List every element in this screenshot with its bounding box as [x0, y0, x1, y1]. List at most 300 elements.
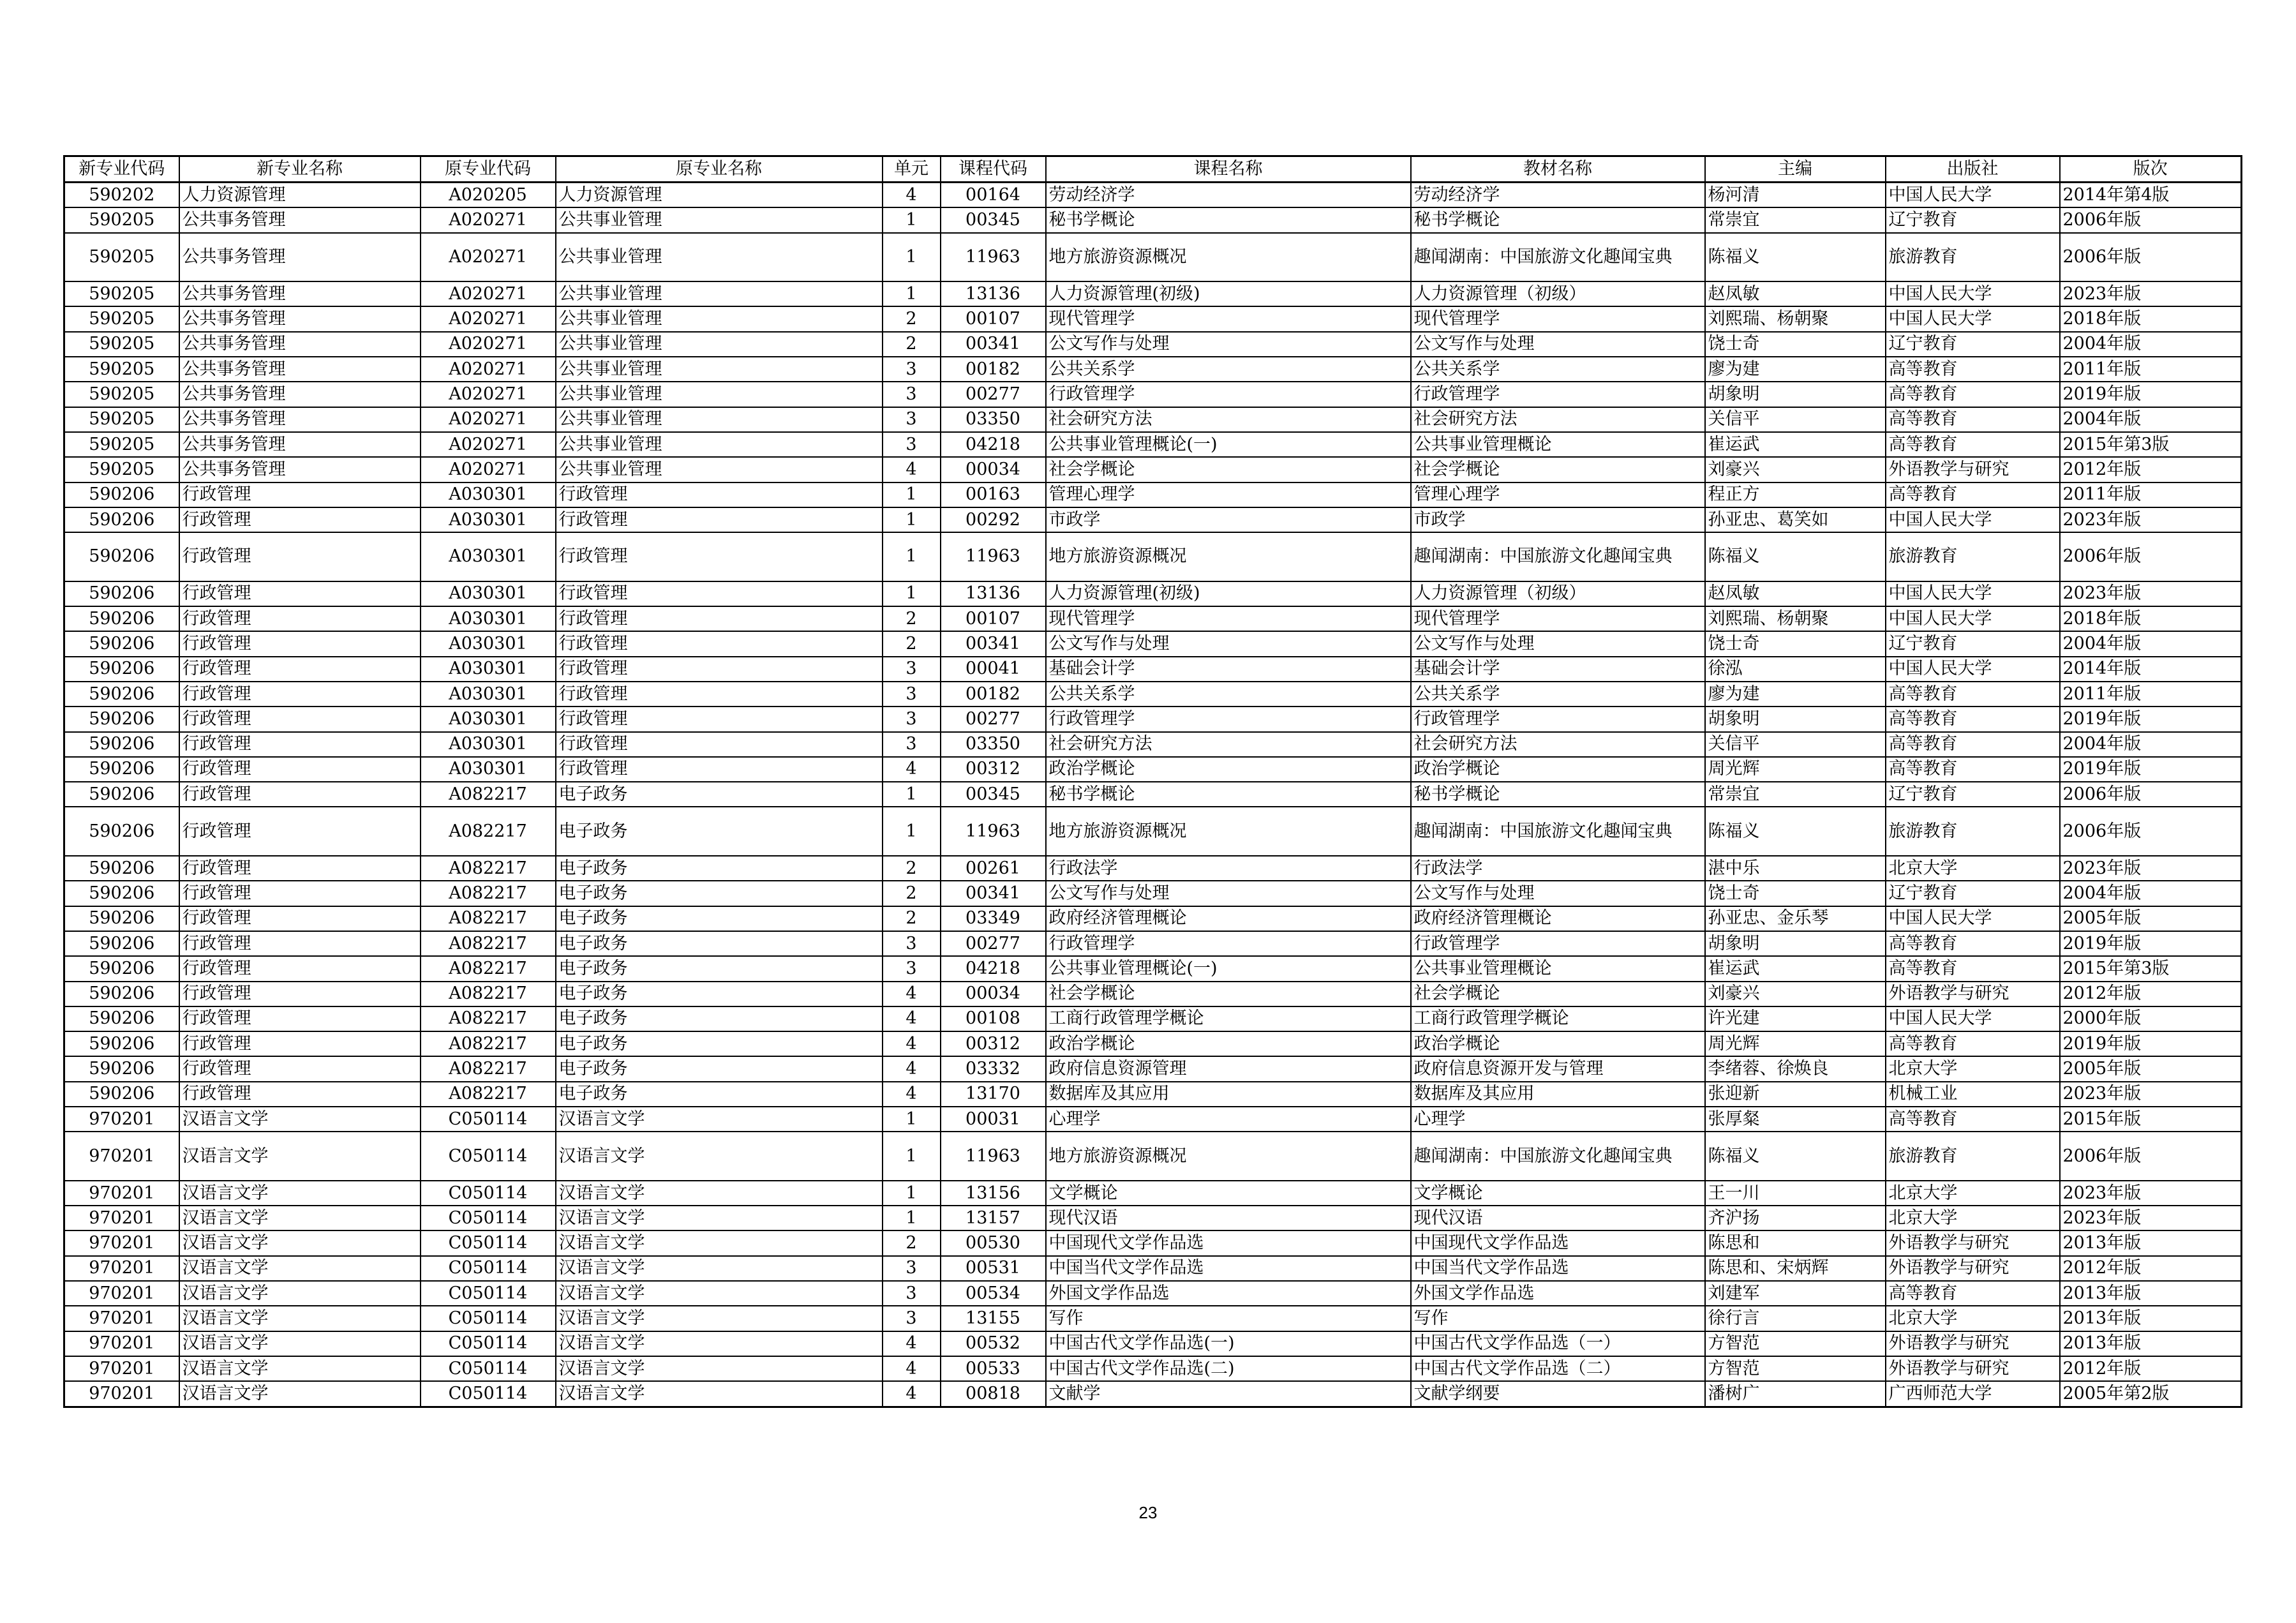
cell-new-major-code: 590206 [64, 606, 179, 631]
cell-edition: 2012年版 [2060, 457, 2242, 482]
cell-new-major-name: 公共事务管理 [179, 357, 421, 382]
cell-publisher: 辽宁教育 [1886, 332, 2060, 357]
cell-course-code: 00341 [941, 631, 1046, 656]
cell-course-name: 地方旅游资源概况 [1046, 233, 1411, 282]
table-row [64, 757, 2242, 782]
cell-editor: 陈思和、宋炳辉 [1705, 1256, 1886, 1281]
cell-old-major-name: 电子政务 [556, 782, 883, 807]
table-row [64, 581, 2242, 606]
cell-textbook-name: 心理学 [1411, 1107, 1705, 1132]
cell-textbook-name: 中国古代文学作品选（二） [1411, 1356, 1705, 1381]
cell-edition: 2000年版 [2060, 1006, 2242, 1031]
page-number: 23 [1138, 1503, 1158, 1522]
cell-editor: 常崇宜 [1705, 782, 1886, 807]
cell-textbook-name: 公文写作与处理 [1411, 631, 1705, 656]
cell-editor: 张厚粲 [1705, 1107, 1886, 1132]
cell-old-major-code: A082217 [421, 881, 556, 906]
cell-course-name: 基础会计学 [1046, 657, 1411, 682]
cell-course-code: 13157 [941, 1206, 1046, 1230]
cell-old-major-code: A030301 [421, 482, 556, 507]
table-row [64, 1230, 2242, 1255]
cell-textbook-name: 中国古代文学作品选（一） [1411, 1331, 1705, 1356]
cell-new-major-name: 行政管理 [179, 807, 421, 856]
cell-unit: 1 [883, 281, 941, 306]
cell-publisher: 外语教学与研究 [1886, 457, 2060, 482]
table-row [64, 1331, 2242, 1356]
cell-course-name: 行政管理学 [1046, 931, 1411, 956]
cell-new-major-name: 汉语言文学 [179, 1306, 421, 1331]
cell-edition: 2004年版 [2060, 407, 2242, 432]
cell-publisher: 北京大学 [1886, 1306, 2060, 1331]
cell-edition: 2023年版 [2060, 1082, 2242, 1107]
cell-new-major-code: 590206 [64, 507, 179, 532]
cell-old-major-code: A020271 [421, 432, 556, 457]
cell-unit: 2 [883, 906, 941, 931]
cell-unit: 3 [883, 657, 941, 682]
cell-new-major-code: 590206 [64, 707, 179, 731]
cell-course-code: 03350 [941, 407, 1046, 432]
cell-course-code: 00041 [941, 657, 1046, 682]
cell-course-name: 市政学 [1046, 507, 1411, 532]
cell-course-code: 00312 [941, 1031, 1046, 1056]
cell-new-major-code: 590206 [64, 1056, 179, 1081]
cell-editor: 周光辉 [1705, 1031, 1886, 1056]
table-body [64, 183, 2242, 1407]
cell-new-major-name: 行政管理 [179, 507, 421, 532]
cell-editor: 崔运武 [1705, 432, 1886, 457]
cell-edition: 2006年版 [2060, 1132, 2242, 1181]
cell-publisher: 高等教育 [1886, 1107, 2060, 1132]
cell-textbook-name: 政府信息资源开发与管理 [1411, 1056, 1705, 1081]
cell-new-major-name: 行政管理 [179, 532, 421, 581]
table-row [64, 1381, 2242, 1407]
cell-publisher: 中国人民大学 [1886, 606, 2060, 631]
table-row [64, 1082, 2242, 1107]
cell-old-major-code: A030301 [421, 606, 556, 631]
cell-course-name: 社会研究方法 [1046, 407, 1411, 432]
cell-edition: 2004年版 [2060, 631, 2242, 656]
table-row [64, 382, 2242, 407]
cell-editor: 湛中乐 [1705, 856, 1886, 881]
cell-old-major-name: 电子政务 [556, 1056, 883, 1081]
cell-new-major-name: 行政管理 [179, 856, 421, 881]
cell-textbook-name: 人力资源管理（初级） [1411, 281, 1705, 306]
cell-textbook-name: 趣闻湖南：中国旅游文化趣闻宝典 [1411, 233, 1705, 282]
table-row [64, 1181, 2242, 1206]
cell-old-major-code: A030301 [421, 682, 556, 707]
cell-editor: 许光建 [1705, 1006, 1886, 1031]
cell-old-major-name: 行政管理 [556, 631, 883, 656]
cell-new-major-name: 汉语言文学 [179, 1356, 421, 1381]
cell-old-major-code: C050114 [421, 1107, 556, 1132]
cell-new-major-code: 970201 [64, 1306, 179, 1331]
cell-course-code: 11963 [941, 532, 1046, 581]
cell-old-major-name: 电子政务 [556, 1031, 883, 1056]
cell-new-major-name: 公共事务管理 [179, 382, 421, 407]
cell-publisher: 北京大学 [1886, 1181, 2060, 1206]
table-row [64, 881, 2242, 906]
cell-new-major-name: 行政管理 [179, 1056, 421, 1081]
table-row [64, 357, 2242, 382]
cell-new-major-code: 590206 [64, 631, 179, 656]
cell-unit: 2 [883, 1230, 941, 1255]
cell-edition: 2023年版 [2060, 281, 2242, 306]
cell-publisher: 北京大学 [1886, 1056, 2060, 1081]
cell-textbook-name: 写作 [1411, 1306, 1705, 1331]
cell-unit: 2 [883, 606, 941, 631]
cell-new-major-name: 行政管理 [179, 707, 421, 731]
cell-new-major-code: 970201 [64, 1107, 179, 1132]
cell-new-major-code: 970201 [64, 1356, 179, 1381]
cell-new-major-code: 590206 [64, 1031, 179, 1056]
cell-publisher: 高等教育 [1886, 1031, 2060, 1056]
cell-course-code: 00341 [941, 881, 1046, 906]
cell-new-major-code: 590206 [64, 482, 179, 507]
cell-old-major-code: C050114 [421, 1381, 556, 1407]
cell-textbook-name: 社会学概论 [1411, 457, 1705, 482]
cell-course-code: 00292 [941, 507, 1046, 532]
cell-editor: 赵凤敏 [1705, 281, 1886, 306]
cell-textbook-name: 人力资源管理（初级） [1411, 581, 1705, 606]
cell-course-code: 00277 [941, 931, 1046, 956]
cell-publisher: 辽宁教育 [1886, 881, 2060, 906]
cell-editor: 刘豪兴 [1705, 457, 1886, 482]
table-row [64, 207, 2242, 232]
cell-course-name: 秘书学概论 [1046, 207, 1411, 232]
cell-old-major-name: 行政管理 [556, 757, 883, 782]
cell-edition: 2013年版 [2060, 1230, 2242, 1255]
cell-course-name: 现代管理学 [1046, 606, 1411, 631]
cell-textbook-name: 政治学概论 [1411, 757, 1705, 782]
cell-unit: 3 [883, 707, 941, 731]
cell-textbook-name: 现代汉语 [1411, 1206, 1705, 1230]
cell-old-major-code: A020271 [421, 382, 556, 407]
cell-course-code: 00034 [941, 982, 1046, 1006]
col-header-new-major-name: 新专业名称 [179, 156, 421, 183]
course-textbook-table [63, 155, 2242, 1408]
cell-textbook-name: 政治学概论 [1411, 1031, 1705, 1056]
cell-edition: 2005年第2版 [2060, 1381, 2242, 1407]
cell-publisher: 机械工业 [1886, 1082, 2060, 1107]
cell-editor: 徐行言 [1705, 1306, 1886, 1331]
cell-course-name: 现代管理学 [1046, 306, 1411, 331]
cell-course-name: 公共关系学 [1046, 357, 1411, 382]
cell-unit: 4 [883, 457, 941, 482]
cell-old-major-name: 汉语言文学 [556, 1306, 883, 1331]
cell-course-name: 文献学 [1046, 1381, 1411, 1407]
cell-textbook-name: 公共事业管理概论 [1411, 432, 1705, 457]
cell-course-code: 00261 [941, 856, 1046, 881]
cell-old-major-code: C050114 [421, 1256, 556, 1281]
cell-new-major-code: 590206 [64, 782, 179, 807]
cell-edition: 2019年版 [2060, 757, 2242, 782]
cell-course-code: 00163 [941, 482, 1046, 507]
cell-publisher: 中国人民大学 [1886, 657, 2060, 682]
cell-course-code: 00312 [941, 757, 1046, 782]
cell-editor: 周光辉 [1705, 757, 1886, 782]
cell-new-major-name: 行政管理 [179, 757, 421, 782]
cell-old-major-name: 公共事业管理 [556, 281, 883, 306]
cell-unit: 1 [883, 507, 941, 532]
col-header-edition: 版次 [2060, 156, 2242, 183]
cell-textbook-name: 政府经济管理概论 [1411, 906, 1705, 931]
cell-unit: 2 [883, 306, 941, 331]
cell-edition: 2023年版 [2060, 507, 2242, 532]
cell-course-name: 工商行政管理学概论 [1046, 1006, 1411, 1031]
cell-old-major-code: A082217 [421, 1031, 556, 1056]
cell-course-name: 中国古代文学作品选(一) [1046, 1331, 1411, 1356]
cell-unit: 4 [883, 757, 941, 782]
cell-editor: 廖为建 [1705, 357, 1886, 382]
cell-new-major-name: 人力资源管理 [179, 183, 421, 208]
cell-editor: 方智范 [1705, 1356, 1886, 1381]
cell-course-name: 地方旅游资源概况 [1046, 1132, 1411, 1181]
cell-editor: 程正方 [1705, 482, 1886, 507]
cell-textbook-name: 秘书学概论 [1411, 782, 1705, 807]
cell-old-major-code: A020271 [421, 357, 556, 382]
cell-new-major-name: 汉语言文学 [179, 1181, 421, 1206]
cell-textbook-name: 公共事业管理概论 [1411, 956, 1705, 981]
table-row [64, 931, 2242, 956]
cell-unit: 1 [883, 1132, 941, 1181]
cell-old-major-name: 电子政务 [556, 956, 883, 981]
cell-textbook-name: 劳动经济学 [1411, 183, 1705, 208]
cell-publisher: 高等教育 [1886, 482, 2060, 507]
cell-editor: 王一川 [1705, 1181, 1886, 1206]
cell-edition: 2005年版 [2060, 906, 2242, 931]
cell-old-major-name: 公共事业管理 [556, 306, 883, 331]
cell-unit: 2 [883, 881, 941, 906]
cell-course-code: 04218 [941, 956, 1046, 981]
cell-textbook-name: 管理心理学 [1411, 482, 1705, 507]
cell-old-major-name: 公共事业管理 [556, 407, 883, 432]
cell-unit: 3 [883, 357, 941, 382]
table-row [64, 956, 2242, 981]
cell-old-major-name: 汉语言文学 [556, 1331, 883, 1356]
cell-course-code: 00182 [941, 682, 1046, 707]
cell-course-name: 政府信息资源管理 [1046, 1056, 1411, 1081]
cell-edition: 2013年版 [2060, 1331, 2242, 1356]
cell-new-major-code: 590205 [64, 357, 179, 382]
cell-course-code: 11963 [941, 233, 1046, 282]
cell-edition: 2023年版 [2060, 1181, 2242, 1206]
cell-new-major-code: 590206 [64, 1006, 179, 1031]
cell-new-major-code: 590206 [64, 982, 179, 1006]
cell-new-major-name: 行政管理 [179, 482, 421, 507]
cell-old-major-code: A082217 [421, 931, 556, 956]
cell-course-code: 00532 [941, 1331, 1046, 1356]
cell-publisher: 外语教学与研究 [1886, 982, 2060, 1006]
cell-unit: 3 [883, 682, 941, 707]
cell-textbook-name: 社会研究方法 [1411, 732, 1705, 757]
cell-new-major-code: 970201 [64, 1230, 179, 1255]
cell-old-major-name: 行政管理 [556, 507, 883, 532]
cell-new-major-code: 590206 [64, 906, 179, 931]
cell-old-major-name: 汉语言文学 [556, 1356, 883, 1381]
cell-old-major-name: 行政管理 [556, 482, 883, 507]
cell-course-name: 数据库及其应用 [1046, 1082, 1411, 1107]
cell-unit: 4 [883, 1031, 941, 1056]
cell-course-name: 中国现代文学作品选 [1046, 1230, 1411, 1255]
cell-new-major-code: 590206 [64, 881, 179, 906]
cell-new-major-code: 970201 [64, 1132, 179, 1181]
cell-publisher: 高等教育 [1886, 357, 2060, 382]
cell-course-name: 公共事业管理概论(一) [1046, 956, 1411, 981]
cell-course-name: 行政管理学 [1046, 707, 1411, 731]
cell-old-major-name: 行政管理 [556, 606, 883, 631]
cell-new-major-name: 公共事务管理 [179, 306, 421, 331]
cell-course-code: 00108 [941, 1006, 1046, 1031]
cell-unit: 1 [883, 1181, 941, 1206]
cell-old-major-name: 汉语言文学 [556, 1181, 883, 1206]
cell-new-major-name: 汉语言文学 [179, 1256, 421, 1281]
cell-new-major-code: 590205 [64, 432, 179, 457]
cell-new-major-name: 行政管理 [179, 657, 421, 682]
cell-new-major-code: 590205 [64, 407, 179, 432]
cell-textbook-name: 趣闻湖南：中国旅游文化趣闻宝典 [1411, 1132, 1705, 1181]
cell-old-major-code: A082217 [421, 982, 556, 1006]
cell-textbook-name: 市政学 [1411, 507, 1705, 532]
cell-course-name: 文学概论 [1046, 1181, 1411, 1206]
cell-unit: 1 [883, 233, 941, 282]
cell-publisher: 高等教育 [1886, 931, 2060, 956]
cell-old-major-code: A082217 [421, 856, 556, 881]
cell-course-name: 中国当代文学作品选 [1046, 1256, 1411, 1281]
cell-unit: 4 [883, 1331, 941, 1356]
cell-old-major-code: A020271 [421, 233, 556, 282]
cell-textbook-name: 公文写作与处理 [1411, 332, 1705, 357]
cell-old-major-name: 公共事业管理 [556, 207, 883, 232]
cell-course-code: 13155 [941, 1306, 1046, 1331]
cell-unit: 3 [883, 382, 941, 407]
cell-course-name: 劳动经济学 [1046, 183, 1411, 208]
cell-course-name: 人力资源管理(初级) [1046, 581, 1411, 606]
cell-old-major-code: A020271 [421, 207, 556, 232]
cell-course-code: 00818 [941, 1381, 1046, 1407]
cell-old-major-code: A030301 [421, 757, 556, 782]
table-row [64, 1281, 2242, 1306]
table-row [64, 457, 2242, 482]
cell-new-major-name: 公共事务管理 [179, 281, 421, 306]
cell-editor: 张迎新 [1705, 1082, 1886, 1107]
cell-course-name: 外国文学作品选 [1046, 1281, 1411, 1306]
cell-new-major-code: 590205 [64, 332, 179, 357]
cell-new-major-name: 汉语言文学 [179, 1206, 421, 1230]
cell-old-major-code: C050114 [421, 1181, 556, 1206]
table-row [64, 332, 2242, 357]
cell-old-major-name: 公共事业管理 [556, 332, 883, 357]
cell-textbook-name: 数据库及其应用 [1411, 1082, 1705, 1107]
cell-course-name: 公文写作与处理 [1046, 881, 1411, 906]
cell-edition: 2012年版 [2060, 1256, 2242, 1281]
cell-edition: 2018年版 [2060, 606, 2242, 631]
cell-editor: 关信平 [1705, 732, 1886, 757]
cell-old-major-name: 汉语言文学 [556, 1281, 883, 1306]
cell-edition: 2012年版 [2060, 982, 2242, 1006]
cell-course-name: 政治学概论 [1046, 1031, 1411, 1056]
cell-course-name: 公共关系学 [1046, 682, 1411, 707]
cell-publisher: 中国人民大学 [1886, 906, 2060, 931]
cell-edition: 2019年版 [2060, 382, 2242, 407]
cell-old-major-code: C050114 [421, 1306, 556, 1331]
cell-editor: 刘熙瑞、杨朝聚 [1705, 606, 1886, 631]
cell-new-major-code: 590206 [64, 1082, 179, 1107]
cell-old-major-code: A020271 [421, 332, 556, 357]
cell-old-major-name: 行政管理 [556, 532, 883, 581]
cell-new-major-code: 590206 [64, 532, 179, 581]
cell-publisher: 旅游教育 [1886, 1132, 2060, 1181]
cell-edition: 2014年版 [2060, 657, 2242, 682]
cell-unit: 1 [883, 581, 941, 606]
cell-unit: 3 [883, 432, 941, 457]
cell-unit: 4 [883, 1381, 941, 1407]
cell-edition: 2006年版 [2060, 233, 2242, 282]
cell-editor: 徐泓 [1705, 657, 1886, 682]
cell-unit: 4 [883, 982, 941, 1006]
cell-editor: 赵凤敏 [1705, 581, 1886, 606]
cell-new-major-name: 行政管理 [179, 682, 421, 707]
cell-course-code: 13136 [941, 581, 1046, 606]
cell-edition: 2004年版 [2060, 881, 2242, 906]
cell-new-major-code: 590205 [64, 207, 179, 232]
cell-old-major-name: 电子政务 [556, 856, 883, 881]
cell-old-major-code: A020271 [421, 306, 556, 331]
cell-publisher: 中国人民大学 [1886, 507, 2060, 532]
cell-textbook-name: 趣闻湖南：中国旅游文化趣闻宝典 [1411, 807, 1705, 856]
col-header-textbook-name: 教材名称 [1411, 156, 1705, 183]
cell-edition: 2019年版 [2060, 1031, 2242, 1056]
cell-old-major-name: 电子政务 [556, 906, 883, 931]
table-row [64, 1256, 2242, 1281]
cell-unit: 1 [883, 532, 941, 581]
cell-new-major-code: 970201 [64, 1256, 179, 1281]
cell-old-major-code: C050114 [421, 1206, 556, 1230]
cell-new-major-code: 590206 [64, 931, 179, 956]
cell-new-major-code: 590206 [64, 956, 179, 981]
cell-old-major-name: 电子政务 [556, 1082, 883, 1107]
cell-edition: 2023年版 [2060, 581, 2242, 606]
table-row [64, 707, 2242, 731]
cell-publisher: 中国人民大学 [1886, 183, 2060, 208]
cell-course-code: 00341 [941, 332, 1046, 357]
cell-unit: 4 [883, 1006, 941, 1031]
cell-unit: 2 [883, 631, 941, 656]
cell-course-code: 00034 [941, 457, 1046, 482]
cell-publisher: 旅游教育 [1886, 532, 2060, 581]
cell-editor: 方智范 [1705, 1331, 1886, 1356]
cell-publisher: 辽宁教育 [1886, 207, 2060, 232]
cell-edition: 2011年版 [2060, 682, 2242, 707]
cell-edition: 2015年第3版 [2060, 956, 2242, 981]
cell-course-name: 现代汉语 [1046, 1206, 1411, 1230]
cell-new-major-name: 公共事务管理 [179, 332, 421, 357]
cell-old-major-name: 汉语言文学 [556, 1206, 883, 1230]
cell-publisher: 辽宁教育 [1886, 631, 2060, 656]
cell-old-major-code: A030301 [421, 732, 556, 757]
table-row [64, 856, 2242, 881]
table-row [64, 407, 2242, 432]
cell-old-major-name: 行政管理 [556, 657, 883, 682]
cell-course-code: 00164 [941, 183, 1046, 208]
cell-textbook-name: 秘书学概论 [1411, 207, 1705, 232]
col-header-course-name: 课程名称 [1046, 156, 1411, 183]
cell-unit: 4 [883, 1056, 941, 1081]
cell-old-major-name: 电子政务 [556, 931, 883, 956]
cell-course-code: 00345 [941, 782, 1046, 807]
cell-editor: 饶士奇 [1705, 332, 1886, 357]
cell-edition: 2015年第3版 [2060, 432, 2242, 457]
cell-unit: 1 [883, 807, 941, 856]
